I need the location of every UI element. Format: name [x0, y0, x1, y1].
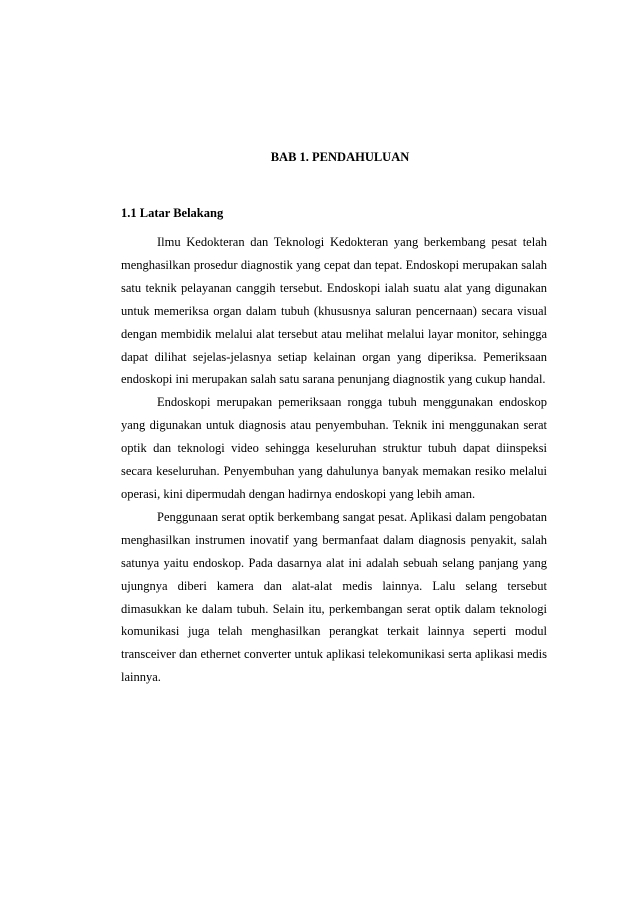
- section-heading: 1.1 Latar Belakang: [121, 206, 224, 220]
- chapter-title: BAB 1. PENDAHULUAN: [270, 150, 410, 164]
- body-text: [121, 231, 547, 689]
- paragraph: Penggunaan serat optik berkembang sangat pesat. Aplikasi dalam pengobatan menghasilkan instrumen inovatif yang bermanfaat dalam diagnosis penyakit, salah satunya yaitu endoskop. Pada dasarnya alat ini adalah sebuah selang panjang yang ujungnya diberi kamera dan alat-alat medis lainnya. Lalu selang tersebut dimasukkan ke dalam tubuh. Selain itu, perkembangan serat optik dalam teknologi komunikasi juga telah menghasilkan perangkat terkait lainnya seperti modul transceiver dan ethernet converter untuk aplikasi telekomunikasi serta aplikasi medis lainnya.: [121, 509, 547, 685]
- paragraph: Endoskopi merupakan pemeriksaan rongga tubuh menggunakan endoskop yang digunakan untuk diagnosis atau penyembuhan. Teknik ini menggunakan serat optik dan teknologi video sehingga keseluruhan struktur tubuh dapat diinspeksi secara keseluruhan. Penyembuhan yang dahulunya banyak memakan resiko melalui operasi, kini dipermudah dengan hadirnya endoskopi yang lebih aman.: [121, 395, 547, 501]
- paragraph: Ilmu Kedokteran dan Teknologi Kedokteran yang berkembang pesat telah menghasilkan prosedur diagnostik yang cepat dan tepat. Endoskopi merupakan salah satu teknik pelayanan canggih tersebut. Endoskopi ialah suatu alat yang digunakan untuk memeriksa organ dalam tubuh (khususnya saluran pencernaan) secara visual dengan membidik melalui alat tersebut atau melihat melalui layar monitor, sehingga dapat dilihat sejelas-jelasnya setiap kelainan organ yang diperiksa. Pemeriksaan endoskopi ini merupakan salah satu sarana penunjang diagnostik yang cukup handal.: [121, 235, 547, 387]
